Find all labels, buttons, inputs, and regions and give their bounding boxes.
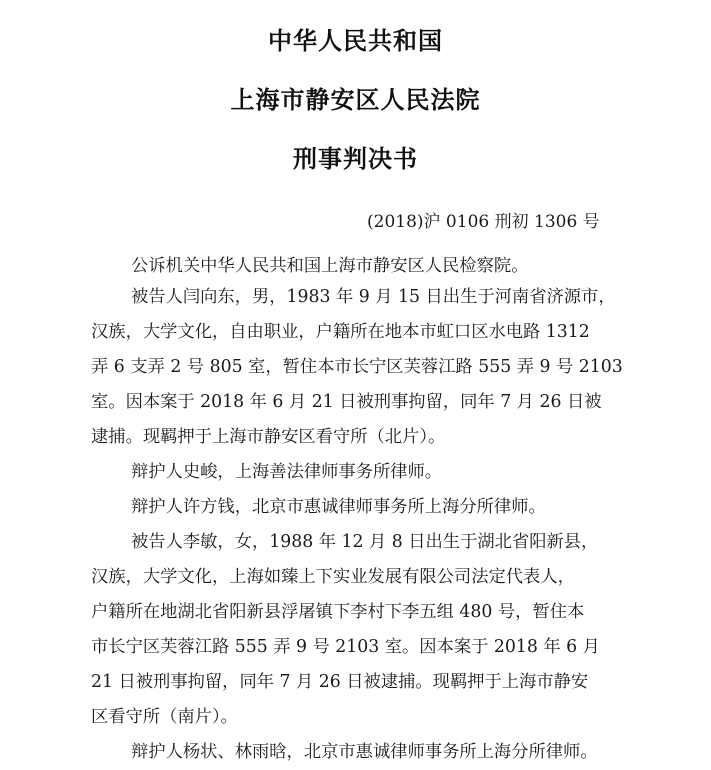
paragraph-defendant-2-line: 户籍所在地湖北省阳新县浮屠镇下李村下李五组 480 号，暂住本 (91, 602, 585, 622)
paragraph-defense-lawyer-2: 辩护人许方钱，北京市惠诚律师事务所上海分所律师。 (131, 497, 546, 517)
paragraph-defendant-2-line: 汉族，大学文化，上海如臻上下实业发展有限公司法定代表人， (91, 567, 575, 587)
paragraph-defendant-2-line: 市长宁区芙蓉江路 555 弄 9 号 2103 室。因本案于 2018 年 6 月 (91, 637, 600, 657)
paragraph-prosecutor: 公诉机关中华人民共和国上海市静安区人民检察院。 (131, 256, 529, 276)
court-title: 上海市静安区人民法院 (230, 86, 481, 114)
paragraph-defendant-1-line: 室。因本案于 2018 年 6 月 21 日被刑事拘留，同年 7 月 26 日被 (91, 392, 602, 412)
paragraph-defendant-1-line: 被告人闫向东，男，1983 年 9 月 15 日出生于河南省济源市， (131, 287, 616, 307)
document-type-title: 刑事判决书 (293, 145, 418, 173)
paragraph-defense-lawyer-1: 辩护人史峻，上海善法律师事务所律师。 (131, 462, 443, 482)
paragraph-defendant-1-line: 弄 6 支弄 2 号 805 室，暂住本市长宁区芙蓉江路 555 弄 9 号 2103 (91, 357, 623, 377)
case-number: (2018)沪 0106 刑初 1306 号 (367, 212, 600, 232)
paragraph-defendant-1-line: 汉族，大学文化，自由职业，户籍所在地本市虹口区水电路 1312 (91, 322, 590, 342)
paragraph-defendant-2-line: 区看守所（南片）。 (91, 707, 238, 727)
paragraph-defendant-2-line: 被告人李敏，女，1988 年 12 月 8 日出生于湖北省阳新县， (131, 532, 599, 552)
paragraph-defendant-1-line: 逮捕。现羁押于上海市静安区看守所（北片）。 (91, 427, 446, 447)
paragraph-defense-lawyer-3: 辩护人杨状、林雨晗，北京市惠诚律师事务所上海分所律师。 (131, 742, 598, 762)
country-title: 中华人民共和国 (268, 27, 443, 55)
paragraph-defendant-2-line: 21 日被刑事拘留，同年 7 月 26 日被逮捕。现羁押于上海市静安 (91, 672, 589, 692)
